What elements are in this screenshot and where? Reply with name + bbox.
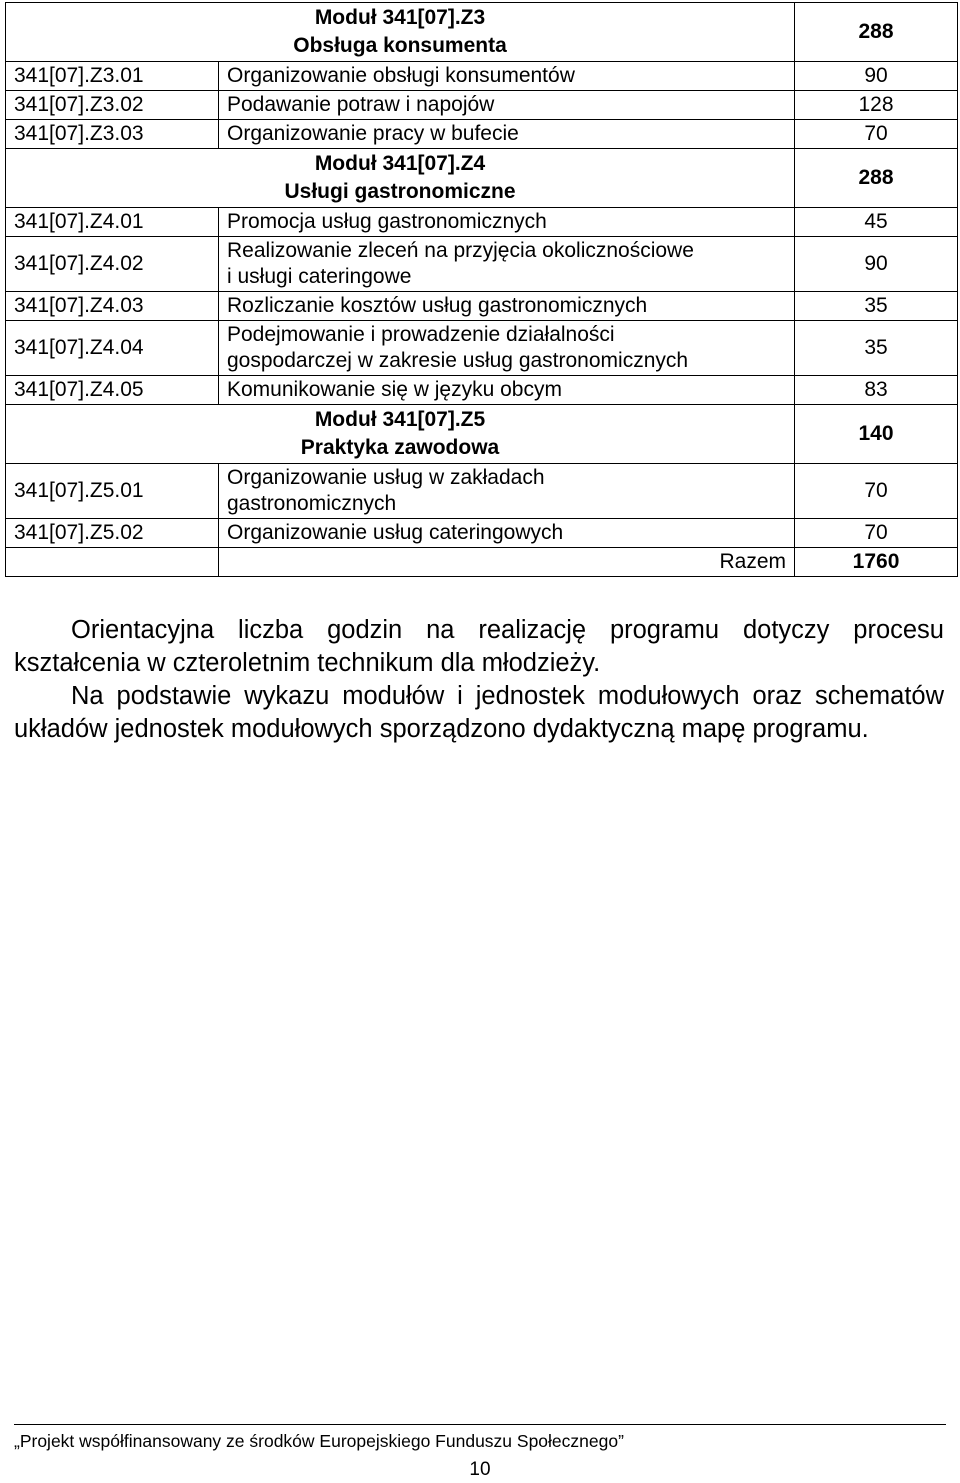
- unit-name-line2: i usługi cateringowe: [227, 265, 412, 288]
- unit-name: Organizowanie usług cateringowych: [219, 519, 795, 548]
- modules-table: [5, 2, 958, 577]
- unit-row: [6, 376, 958, 405]
- unit-name-line1: Organizowanie usług w zakładach: [227, 466, 545, 489]
- unit-code: 341[07].Z4.01: [6, 208, 219, 237]
- unit-code: 341[07].Z4.02: [6, 237, 219, 292]
- module-hours: 288: [795, 3, 958, 62]
- module-header-row: [6, 149, 958, 208]
- footer-divider: [14, 1424, 946, 1425]
- unit-name: Organizowanie obsługi konsumentów: [219, 62, 795, 91]
- unit-hours: 90: [795, 237, 958, 292]
- unit-hours: 70: [795, 120, 958, 149]
- total-label: Razem: [219, 548, 795, 577]
- module-title: [6, 405, 795, 464]
- page-number: 10: [469, 1459, 491, 1480]
- module-title-line2: Obsługa konsumenta: [293, 34, 507, 57]
- module-header-row: [6, 3, 958, 62]
- unit-code: 341[07].Z3.03: [6, 120, 219, 149]
- total-value: 1760: [795, 548, 958, 577]
- unit-hours: 70: [795, 464, 958, 519]
- unit-row: [6, 321, 958, 376]
- module-header-row: [6, 405, 958, 464]
- unit-name: Promocja usług gastronomicznych: [219, 208, 795, 237]
- module-title-line1: Moduł 341[07].Z4: [314, 152, 486, 175]
- unit-code: 341[07].Z5.01: [6, 464, 219, 519]
- unit-name: [219, 464, 795, 519]
- unit-name: Komunikowanie się w języku obcym: [219, 376, 795, 405]
- unit-name-line1: Podejmowanie i prowadzenie działalności: [227, 323, 615, 346]
- unit-name: Podawanie potraw i napojów: [219, 91, 795, 120]
- unit-hours: 70: [795, 519, 958, 548]
- module-title-line1: Moduł 341[07].Z5: [314, 408, 486, 431]
- module-title-line1: Moduł 341[07].Z3: [314, 6, 486, 29]
- paragraph-map-note: [14, 680, 944, 746]
- unit-row: [6, 292, 958, 321]
- unit-row: [6, 208, 958, 237]
- unit-code: 341[07].Z4.03: [6, 292, 219, 321]
- unit-name: [219, 237, 795, 292]
- unit-name-line2: gastronomicznych: [227, 492, 397, 515]
- unit-row: [6, 62, 958, 91]
- unit-row: [6, 519, 958, 548]
- unit-hours: 90: [795, 62, 958, 91]
- unit-hours: 83: [795, 376, 958, 405]
- total-row: [6, 548, 958, 577]
- unit-row: [6, 91, 958, 120]
- unit-name: Rozliczanie kosztów usług gastronomicznych: [219, 292, 795, 321]
- unit-name: [219, 321, 795, 376]
- unit-hours: 45: [795, 208, 958, 237]
- module-title-line2: Usługi gastronomiczne: [284, 180, 516, 203]
- paragraph-text: Na podstawie wykazu modułów i jednostek modułowych oraz schematów układów jednostek modułowych sporządzono dydaktyczną mapę programu.: [14, 682, 944, 743]
- total-empty-cell: [6, 548, 219, 577]
- module-title: [6, 149, 795, 208]
- unit-name-line2: gospodarczej w zakresie usług gastronomicznych: [227, 349, 689, 372]
- unit-code: 341[07].Z3.02: [6, 91, 219, 120]
- module-hours: 140: [795, 405, 958, 464]
- unit-code: 341[07].Z4.05: [6, 376, 219, 405]
- module-title: [6, 3, 795, 62]
- unit-row: [6, 120, 958, 149]
- module-title-line2: Praktyka zawodowa: [300, 436, 500, 459]
- unit-code: 341[07].Z4.04: [6, 321, 219, 376]
- paragraph-hours-note: [14, 614, 944, 680]
- unit-row: [6, 464, 958, 519]
- unit-row: [6, 237, 958, 292]
- unit-code: 341[07].Z3.01: [6, 62, 219, 91]
- unit-name: Organizowanie pracy w bufecie: [219, 120, 795, 149]
- paragraph-text: Orientacyjna liczba godzin na realizację programu dotyczy procesu kształcenia w czteroletnim technikum dla młodzieży.: [14, 616, 944, 677]
- module-hours: 288: [795, 149, 958, 208]
- unit-code: 341[07].Z5.02: [6, 519, 219, 548]
- unit-name-line1: Realizowanie zleceń na przyjęcia okolicznościowe: [227, 239, 694, 262]
- unit-hours: 35: [795, 321, 958, 376]
- footer-project-note: „Projekt współfinansowany ze środków Europejskiego Funduszu Społecznego”: [14, 1431, 624, 1451]
- unit-hours: 35: [795, 292, 958, 321]
- unit-hours: 128: [795, 91, 958, 120]
